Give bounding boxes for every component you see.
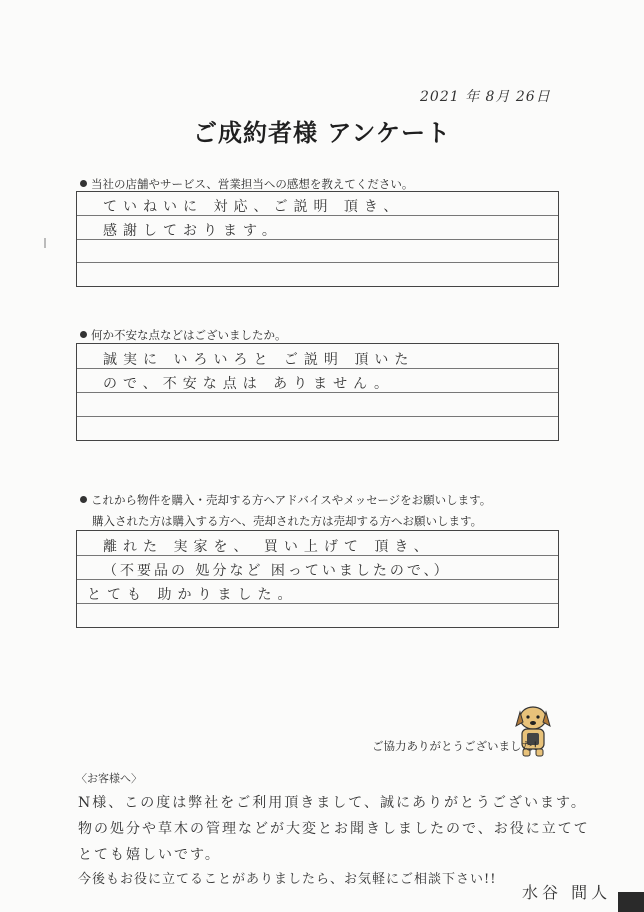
answer-2-line-1: 誠実に いろいろと ご説明 頂いた	[103, 352, 415, 368]
staff-signature: 水谷 間人	[522, 883, 612, 902]
question-2	[80, 327, 287, 343]
question-3-text: これから物件を購入・売却する方へアドバイスやメッセージをお願いします。	[91, 493, 492, 507]
bullet-icon	[80, 180, 87, 187]
page-title: ご成約者様 アンケート	[193, 119, 451, 147]
question-3	[80, 492, 491, 508]
answer-3-line-3: とても 助かりました。	[87, 587, 298, 603]
customer-message-label: 〈お客様へ〉	[76, 772, 142, 785]
answer-1-line-2: 感謝しております。	[103, 223, 282, 239]
answer-1-line-1: ていねいに 対応、ご説明 頂き、	[103, 199, 404, 215]
question-2-text: 何か不安な点などはございましたか。	[91, 328, 287, 342]
answer-2-line-2: ので、不安な点は ありません。	[103, 376, 395, 392]
bullet-icon	[80, 496, 87, 503]
question-1-text: 当社の店舗やサービス、営業担当への感想を教えてください。	[91, 177, 414, 191]
scan-edge-mark	[44, 238, 46, 248]
answer-box-2	[76, 343, 559, 441]
answer-box-1	[76, 191, 559, 287]
ruled-line	[77, 262, 558, 263]
ruled-line	[77, 416, 558, 417]
survey-date: 2021 年 8月 26日	[420, 89, 551, 105]
scan-corner-mark	[618, 892, 644, 912]
answer-3-line-2: （不要品の 処分など 困っていましたので、）	[103, 563, 451, 579]
bullet-icon	[80, 331, 87, 338]
customer-message-line-2: 物の処分や草木の管理などが大変とお聞きしましたので、お役に立てて	[78, 821, 590, 837]
question-1	[80, 176, 413, 192]
question-3-subtext: 購入された方は購入する方へ、売却された方は売却する方へお願いします。	[92, 514, 483, 528]
customer-message-line-1: N様、この度は弊社をご利用頂きまして、誠にありがとうございます。	[78, 795, 587, 811]
customer-message-line-3: とても嬉しいです。	[78, 847, 221, 863]
customer-message-line-4: 今後もお役に立てることがありましたら、お気軽にご相談下さい!!	[78, 872, 497, 887]
answer-3-line-1: 離れた 実家を、 買い上げて 頂き、	[103, 539, 434, 555]
answer-box-3	[76, 530, 559, 628]
thanks-message: ご協力ありがとうございました!	[372, 739, 538, 753]
